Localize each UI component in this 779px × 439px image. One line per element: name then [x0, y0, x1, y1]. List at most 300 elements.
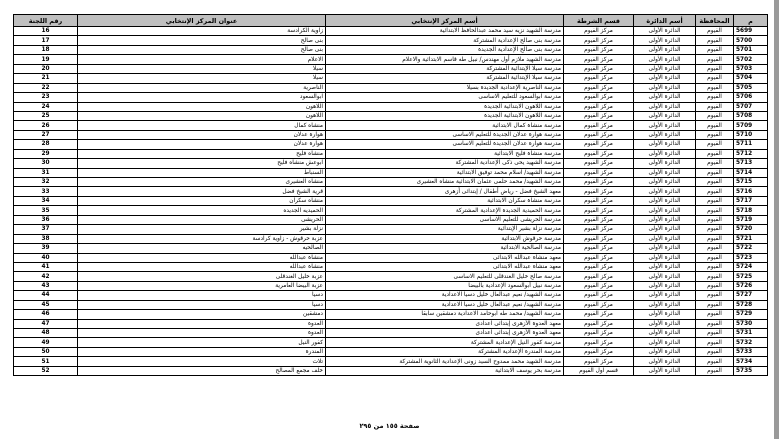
- cell-school-name: مدرسة الشهيد يحى ذكى الإعدادية المشتركة: [326, 159, 564, 168]
- cell-address: كفور النيل: [78, 338, 326, 347]
- cell-address: الحريشى: [78, 215, 326, 224]
- cell-district: الدائرة الأولى: [634, 159, 696, 168]
- cell-police-station: مركز الفيوم: [564, 45, 634, 54]
- cell-governorate: الفيوم: [696, 253, 734, 262]
- cell-address: ابوعش منشاه فليح: [78, 159, 326, 168]
- cell-governorate: الفيوم: [696, 130, 734, 139]
- cell-district: الدائرة الأولى: [634, 215, 696, 224]
- table-row: [14, 272, 768, 281]
- cell-district: الدائرة الأولى: [634, 329, 696, 338]
- table-row: [14, 159, 768, 168]
- cell-committee-number: 33: [14, 187, 78, 196]
- page-edge: [774, 0, 779, 439]
- cell-address: قرية الشيخ فضل: [78, 187, 326, 196]
- cell-school-name: مدرسة بنى صالح الإعدادية الجديدة: [326, 45, 564, 54]
- cell-district: الدائرة الأولى: [634, 357, 696, 366]
- table-row: [14, 149, 768, 158]
- cell-school-name: مدرسة الشهيد/ نعيم عبدالعال خليل دسيا الاعدادية: [326, 300, 564, 309]
- cell-school-name: مدرسة نبيل أبوالسعود الإعدادية بالبيضا: [326, 281, 564, 290]
- cell-committee-number: 36: [14, 215, 78, 224]
- header-district: أسم الدائرة: [634, 15, 696, 27]
- table-row: [14, 130, 768, 139]
- cell-governorate: الفيوم: [696, 83, 734, 92]
- cell-committee-number: 52: [14, 366, 78, 375]
- cell-address: خلف مجمع المصالح: [78, 366, 326, 375]
- cell-address: بنى صالح: [78, 36, 326, 45]
- cell-school-name: مدرسة المندرة الإعدادية المشتركة: [326, 347, 564, 356]
- cell-police-station: مركز الفيوم: [564, 244, 634, 253]
- cell-district: الدائرة الأولى: [634, 83, 696, 92]
- cell-police-station: مركز الفيوم: [564, 111, 634, 120]
- cell-school-name: مدرسة كفور النيل الإعدادية المشتركة: [326, 338, 564, 347]
- cell-committee-number: 48: [14, 329, 78, 338]
- cell-committee-number: 25: [14, 111, 78, 120]
- cell-police-station: مركز الفيوم: [564, 319, 634, 328]
- cell-police-station: مركز الفيوم: [564, 272, 634, 281]
- cell-police-station: مركز الفيوم: [564, 253, 634, 262]
- cell-id: 5735: [734, 366, 768, 375]
- table-row: [14, 357, 768, 366]
- cell-governorate: الفيوم: [696, 149, 734, 158]
- table-row: [14, 347, 768, 356]
- cell-address: اللاهون: [78, 102, 326, 111]
- cell-id: 5716: [734, 187, 768, 196]
- table-row: [14, 45, 768, 54]
- cell-address: ابوالسعود: [78, 93, 326, 102]
- cell-school-name: مدرسة هوارة عدلان الجديدة للتعليم الاساسى: [326, 130, 564, 139]
- cell-police-station: مركز الفيوم: [564, 281, 634, 290]
- cell-district: الدائرة الأولى: [634, 74, 696, 83]
- cell-police-station: مركز الفيوم: [564, 159, 634, 168]
- cell-id: 5699: [734, 27, 768, 36]
- table-row: [14, 74, 768, 83]
- cell-school-name: مدرسة الصالحية الابتدائية: [326, 244, 564, 253]
- cell-id: 5706: [734, 93, 768, 102]
- table-row: [14, 319, 768, 328]
- cell-district: الدائرة الأولى: [634, 45, 696, 54]
- cell-governorate: الفيوم: [696, 168, 734, 177]
- cell-committee-number: 18: [14, 45, 78, 54]
- cell-district: الدائرة الأولى: [634, 149, 696, 158]
- cell-police-station: مركز الفيوم: [564, 225, 634, 234]
- cell-id: 5725: [734, 272, 768, 281]
- cell-committee-number: 47: [14, 319, 78, 328]
- cell-governorate: الفيوم: [696, 64, 734, 73]
- cell-school-name: مدرسة سيلا الإبتدائية المشتركة: [326, 74, 564, 83]
- cell-district: الدائرة الأولى: [634, 234, 696, 243]
- cell-governorate: الفيوم: [696, 140, 734, 149]
- cell-police-station: مركز الفيوم: [564, 102, 634, 111]
- cell-committee-number: 34: [14, 196, 78, 205]
- cell-district: الدائرة الأولى: [634, 338, 696, 347]
- cell-school-name: معهد العدوة الأزهرى إبتدائى اعدادى: [326, 319, 564, 328]
- cell-district: الدائرة الأولى: [634, 168, 696, 177]
- cell-id: 5730: [734, 319, 768, 328]
- cell-district: الدائرة الأولى: [634, 244, 696, 253]
- cell-address: الناصرية: [78, 83, 326, 92]
- cell-school-name: معهد منشاة عبدالله الابتدائى: [326, 253, 564, 262]
- cell-address: منشاه فليح: [78, 149, 326, 158]
- cell-id: 5704: [734, 74, 768, 83]
- cell-address: العدوة: [78, 319, 326, 328]
- cell-district: الدائرة الأولى: [634, 36, 696, 45]
- cell-governorate: الفيوم: [696, 121, 734, 130]
- cell-district: الدائرة الأولى: [634, 225, 696, 234]
- cell-governorate: الفيوم: [696, 347, 734, 356]
- cell-id: 5703: [734, 64, 768, 73]
- cell-school-name: مدرسة الحميدية الجديدة الإعدادية المشتركة: [326, 206, 564, 215]
- header-police-station: قسم الشرطة: [564, 15, 634, 27]
- cell-committee-number: 29: [14, 149, 78, 158]
- cell-school-name: مدرسة منشاة كمال الابتدائية: [326, 121, 564, 130]
- cell-id: 5724: [734, 262, 768, 271]
- cell-police-station: مركز الفيوم: [564, 83, 634, 92]
- cell-address: الصالحيه: [78, 244, 326, 253]
- table-row: [14, 234, 768, 243]
- cell-address: الحميديه الجديده: [78, 206, 326, 215]
- cell-governorate: الفيوم: [696, 36, 734, 45]
- cell-address: سيلا: [78, 64, 326, 73]
- cell-id: 5731: [734, 329, 768, 338]
- cell-id: 5713: [734, 159, 768, 168]
- header-school-name: أسم المركز الإنتخابي: [326, 15, 564, 27]
- cell-address: عزبة البيضا العامرية: [78, 281, 326, 290]
- table-row: [14, 196, 768, 205]
- cell-police-station: مركز الفيوم: [564, 121, 634, 130]
- table-row: [14, 244, 768, 253]
- cell-id: 5723: [734, 253, 768, 262]
- cell-police-station: مركز الفيوم: [564, 206, 634, 215]
- cell-district: الدائرة الأولى: [634, 206, 696, 215]
- cell-governorate: الفيوم: [696, 187, 734, 196]
- cell-id: 5727: [734, 291, 768, 300]
- cell-id: 5720: [734, 225, 768, 234]
- cell-police-station: مركز الفيوم: [564, 215, 634, 224]
- table-row: [14, 27, 768, 36]
- cell-district: الدائرة الأولى: [634, 140, 696, 149]
- cell-committee-number: 26: [14, 121, 78, 130]
- cell-id: 5721: [734, 234, 768, 243]
- cell-school-name: مدرسة الشهيد/ نعيم عبدالعال خليل دسيا الاعدادية: [326, 291, 564, 300]
- cell-address: الاعلام: [78, 55, 326, 64]
- cell-committee-number: 35: [14, 206, 78, 215]
- table-row: [14, 178, 768, 187]
- table-row: [14, 366, 768, 375]
- cell-district: الدائرة الأولى: [634, 130, 696, 139]
- table-row: [14, 36, 768, 45]
- cell-committee-number: 44: [14, 291, 78, 300]
- cell-school-name: مدرسة الشهيد/ محمد حلمى عثمان الابتدائية منشاه العشيرى: [326, 178, 564, 187]
- cell-district: الدائرة الأولى: [634, 121, 696, 130]
- cell-district: الدائرة الأولى: [634, 93, 696, 102]
- cell-governorate: الفيوم: [696, 281, 734, 290]
- cell-police-station: مركز الفيوم: [564, 347, 634, 356]
- table-row: [14, 310, 768, 319]
- cell-committee-number: 51: [14, 357, 78, 366]
- cell-id: 5733: [734, 347, 768, 356]
- cell-governorate: الفيوم: [696, 206, 734, 215]
- cell-school-name: مدرسة الشهيد/ محمد طه ابوحامد الاعدادية دمشقين سابقا: [326, 310, 564, 319]
- cell-district: الدائرة الأولى: [634, 55, 696, 64]
- cell-district: الدائرة الأولى: [634, 347, 696, 356]
- table-row: [14, 281, 768, 290]
- cell-police-station: مركز الفيوم: [564, 196, 634, 205]
- cell-governorate: الفيوم: [696, 300, 734, 309]
- cell-police-station: مركز الفيوم: [564, 300, 634, 309]
- cell-address: دسيا: [78, 300, 326, 309]
- cell-committee-number: 31: [14, 168, 78, 177]
- cell-governorate: الفيوم: [696, 74, 734, 83]
- cell-governorate: الفيوم: [696, 272, 734, 281]
- cell-committee-number: 20: [14, 64, 78, 73]
- polling-stations-table: [13, 14, 768, 376]
- table-row: [14, 262, 768, 271]
- cell-address: منشاه كمال: [78, 121, 326, 130]
- cell-committee-number: 17: [14, 36, 78, 45]
- cell-district: الدائرة الأولى: [634, 272, 696, 281]
- cell-committee-number: 49: [14, 338, 78, 347]
- cell-district: الدائرة الأولى: [634, 178, 696, 187]
- table-row: [14, 206, 768, 215]
- cell-id: 5728: [734, 300, 768, 309]
- cell-committee-number: 30: [14, 159, 78, 168]
- cell-police-station: مركز الفيوم: [564, 310, 634, 319]
- header-committee-number: رقم اللجنة: [14, 15, 78, 27]
- cell-police-station: مركز الفيوم: [564, 187, 634, 196]
- cell-school-name: مدرسة الناصرية الإعدادية الجديدة بسيلا: [326, 83, 564, 92]
- cell-police-station: مركز الفيوم: [564, 36, 634, 45]
- cell-committee-number: 32: [14, 178, 78, 187]
- cell-address: زاوية الكرادسة: [78, 27, 326, 36]
- cell-address: دمشقين: [78, 310, 326, 319]
- cell-governorate: الفيوم: [696, 159, 734, 168]
- table-body: [14, 27, 768, 376]
- cell-school-name: مدرسة منشاة سكران الابتدائية: [326, 196, 564, 205]
- cell-committee-number: 28: [14, 140, 78, 149]
- table-row: [14, 93, 768, 102]
- cell-id: 5705: [734, 83, 768, 92]
- cell-id: 5709: [734, 121, 768, 130]
- cell-governorate: الفيوم: [696, 45, 734, 54]
- cell-committee-number: 23: [14, 93, 78, 102]
- cell-police-station: مركز الفيوم: [564, 338, 634, 347]
- cell-police-station: مركز الفيوم: [564, 74, 634, 83]
- table-row: [14, 64, 768, 73]
- cell-address: منشاة عبدالله: [78, 253, 326, 262]
- cell-id: 5719: [734, 215, 768, 224]
- cell-address: نزلة بشير: [78, 225, 326, 234]
- cell-committee-number: 41: [14, 262, 78, 271]
- cell-school-name: مدرسة الشهيد محمد ممدوح السيد زونى الإعدادية الثانوية المشتركة: [326, 357, 564, 366]
- cell-id: 5729: [734, 310, 768, 319]
- cell-school-name: مدرسة هوارة عدلان الجديدة للتعليم الاساسى: [326, 140, 564, 149]
- cell-governorate: الفيوم: [696, 338, 734, 347]
- cell-address: منشاه سكران: [78, 196, 326, 205]
- cell-district: الدائرة الأولى: [634, 64, 696, 73]
- table-row: [14, 168, 768, 177]
- cell-governorate: الفيوم: [696, 319, 734, 328]
- cell-governorate: الفيوم: [696, 111, 734, 120]
- cell-district: الدائرة الأولى: [634, 281, 696, 290]
- table-row: [14, 55, 768, 64]
- cell-police-station: مركز الفيوم: [564, 149, 634, 158]
- cell-governorate: الفيوم: [696, 196, 734, 205]
- cell-district: الدائرة الأولى: [634, 310, 696, 319]
- cell-id: 5714: [734, 168, 768, 177]
- cell-address: هوارة عدلان: [78, 140, 326, 149]
- cell-governorate: الفيوم: [696, 225, 734, 234]
- cell-school-name: مدرسة اللاهون الابتدائية الجديدة: [326, 102, 564, 111]
- cell-governorate: الفيوم: [696, 27, 734, 36]
- table-row: [14, 215, 768, 224]
- cell-governorate: الفيوم: [696, 262, 734, 271]
- cell-district: الدائرة الأولى: [634, 196, 696, 205]
- cell-id: 5726: [734, 281, 768, 290]
- table-row: [14, 329, 768, 338]
- cell-district: الدائرة الأولى: [634, 300, 696, 309]
- cell-police-station: مركز الفيوم: [564, 329, 634, 338]
- cell-district: الدائرة الأولى: [634, 111, 696, 120]
- cell-address: المندرة: [78, 347, 326, 356]
- cell-school-name: مدرسة نزلة بشير الإبتدائية: [326, 225, 564, 234]
- cell-school-name: مدرسة الشهيد ملازم أول مهندس/ نبيل طه قاسم الابتدائية والاعلام: [326, 55, 564, 64]
- cell-address: هوارة عدلان: [78, 130, 326, 139]
- cell-address: العدوة: [78, 329, 326, 338]
- header-address: عنوان المركز الإنتخابي: [78, 15, 326, 27]
- cell-governorate: الفيوم: [696, 234, 734, 243]
- cell-police-station: مركز الفيوم: [564, 234, 634, 243]
- cell-committee-number: 46: [14, 310, 78, 319]
- cell-school-name: مدرسة منشاة فليح الابتدائية: [326, 149, 564, 158]
- cell-address: تلات: [78, 357, 326, 366]
- cell-id: 5710: [734, 130, 768, 139]
- cell-governorate: الفيوم: [696, 102, 734, 111]
- cell-committee-number: 27: [14, 130, 78, 139]
- cell-governorate: الفيوم: [696, 55, 734, 64]
- cell-district: الدائرة الأولى: [634, 291, 696, 300]
- cell-district: الدائرة الأولى: [634, 366, 696, 375]
- cell-police-station: مركز الفيوم: [564, 64, 634, 73]
- table-row: [14, 187, 768, 196]
- cell-school-name: مدرسة صالح خليل الغندقلى للتعليم الاساسى: [326, 272, 564, 281]
- cell-id: 5722: [734, 244, 768, 253]
- cell-police-station: مركز الفيوم: [564, 130, 634, 139]
- cell-committee-number: 39: [14, 244, 78, 253]
- header-governorate: المحافظة: [696, 15, 734, 27]
- cell-id: 5711: [734, 140, 768, 149]
- cell-police-station: قسم اول الفيوم: [564, 366, 634, 375]
- cell-police-station: مركز الفيوم: [564, 357, 634, 366]
- cell-committee-number: 50: [14, 347, 78, 356]
- cell-address: منشاه العشيرى: [78, 178, 326, 187]
- cell-police-station: مركز الفيوم: [564, 55, 634, 64]
- cell-police-station: مركز الفيوم: [564, 262, 634, 271]
- cell-committee-number: 24: [14, 102, 78, 111]
- cell-district: الدائرة الأولى: [634, 102, 696, 111]
- table-row: [14, 300, 768, 309]
- table-row: [14, 102, 768, 111]
- cell-id: 5717: [734, 196, 768, 205]
- cell-committee-number: 21: [14, 74, 78, 83]
- table-row: [14, 111, 768, 120]
- cell-police-station: مركز الفيوم: [564, 93, 634, 102]
- cell-governorate: الفيوم: [696, 178, 734, 187]
- cell-committee-number: 37: [14, 225, 78, 234]
- cell-id: 5715: [734, 178, 768, 187]
- cell-school-name: مدرسة حرقوش الابتدائية: [326, 234, 564, 243]
- cell-governorate: الفيوم: [696, 357, 734, 366]
- cell-police-station: مركز الفيوم: [564, 168, 634, 177]
- cell-governorate: الفيوم: [696, 329, 734, 338]
- cell-district: الدائرة الأولى: [634, 262, 696, 271]
- cell-police-station: مركز الفيوم: [564, 291, 634, 300]
- cell-committee-number: 43: [14, 281, 78, 290]
- cell-district: الدائرة الأولى: [634, 187, 696, 196]
- cell-district: الدائرة الأولى: [634, 27, 696, 36]
- cell-id: 5700: [734, 36, 768, 45]
- cell-school-name: معهد منشاة عبدالله الابتدائى: [326, 262, 564, 271]
- cell-address: سيلا: [78, 74, 326, 83]
- cell-address: دسيا: [78, 291, 326, 300]
- cell-governorate: الفيوم: [696, 310, 734, 319]
- cell-id: 5734: [734, 357, 768, 366]
- cell-governorate: الفيوم: [696, 244, 734, 253]
- cell-address: عزبة خليل الغندقلى: [78, 272, 326, 281]
- table-row: [14, 121, 768, 130]
- cell-school-name: مدرسة الشهيد/ اسلام محمد توفيق الابتدائية: [326, 168, 564, 177]
- cell-governorate: الفيوم: [696, 291, 734, 300]
- cell-address: السنباط: [78, 168, 326, 177]
- cell-address: اللاهون: [78, 111, 326, 120]
- cell-governorate: الفيوم: [696, 93, 734, 102]
- header-id: م: [734, 15, 768, 27]
- cell-school-name: معهد الشيخ فضل - رياض أطفال / إبتدائى أزهرى: [326, 187, 564, 196]
- cell-school-name: مدرسة الشهيد نزيه سيد محمد عبدالحافظ الابتدائية: [326, 27, 564, 36]
- cell-school-name: مدرسة بحر يوسف الابتدائية: [326, 366, 564, 375]
- cell-governorate: الفيوم: [696, 215, 734, 224]
- cell-id: 5708: [734, 111, 768, 120]
- cell-district: الدائرة الأولى: [634, 253, 696, 262]
- cell-committee-number: 42: [14, 272, 78, 281]
- cell-committee-number: 16: [14, 27, 78, 36]
- page-footer: صفحة ١٥٥ من ٢٩٥: [359, 422, 420, 430]
- cell-address: بنى صالح: [78, 45, 326, 54]
- cell-committee-number: 38: [14, 234, 78, 243]
- table-row: [14, 253, 768, 262]
- header-row: [14, 15, 768, 27]
- cell-committee-number: 22: [14, 83, 78, 92]
- cell-address: منشاة عبدالله: [78, 262, 326, 271]
- cell-school-name: مدرسة سيلا الإبتدائية المشتركة: [326, 64, 564, 73]
- table-row: [14, 83, 768, 92]
- cell-id: 5732: [734, 338, 768, 347]
- cell-school-name: مدرسة ابوالسعود للتعليم الاساسى: [326, 93, 564, 102]
- cell-id: 5718: [734, 206, 768, 215]
- cell-police-station: مركز الفيوم: [564, 178, 634, 187]
- cell-school-name: مدرسة الحريشى للتعليم الاساسى: [326, 215, 564, 224]
- cell-committee-number: 40: [14, 253, 78, 262]
- table-row: [14, 225, 768, 234]
- cell-id: 5702: [734, 55, 768, 64]
- table-row: [14, 140, 768, 149]
- cell-id: 5701: [734, 45, 768, 54]
- cell-address: عزبة حرقوش - زاوية كرادسة: [78, 234, 326, 243]
- cell-id: 5707: [734, 102, 768, 111]
- cell-school-name: مدرسة اللاهون الابتدائية الجديدة: [326, 111, 564, 120]
- cell-school-name: معهد العدوة الأزهرى إبتدائى اعدادى: [326, 329, 564, 338]
- cell-school-name: مدرسة بنى صالح الإعدادية المشتركة: [326, 36, 564, 45]
- cell-committee-number: 45: [14, 300, 78, 309]
